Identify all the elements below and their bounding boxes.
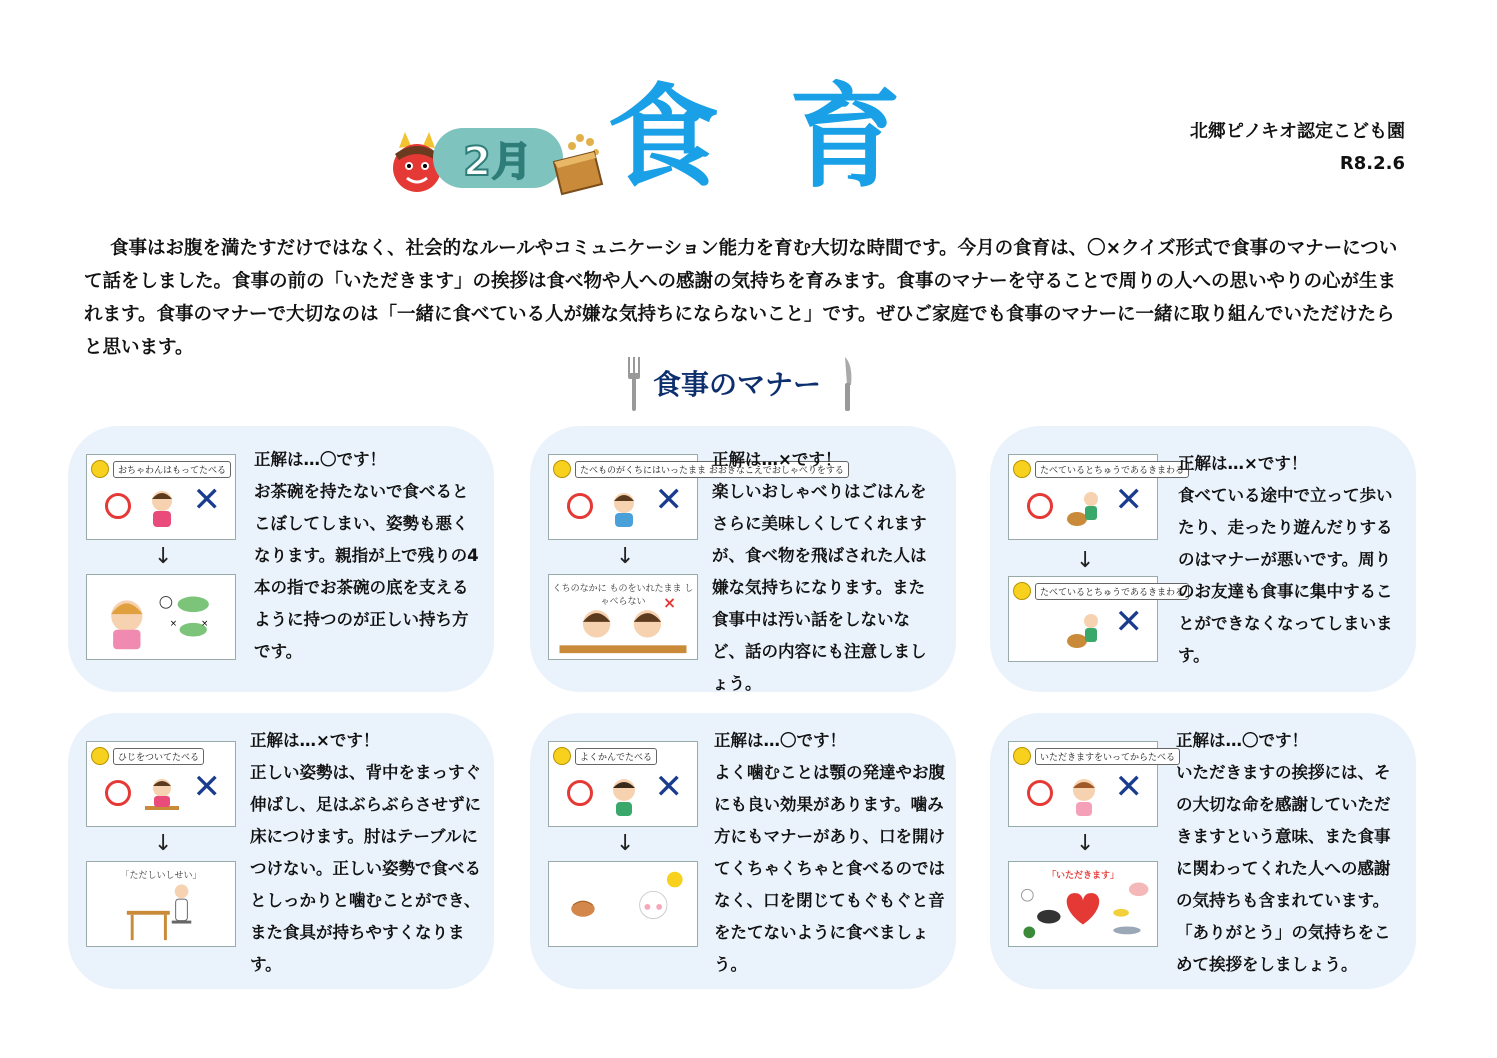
scene-caption: 「いただきます」 xyxy=(1046,871,1119,881)
header-decoration xyxy=(385,118,605,198)
child-eating-icon xyxy=(145,489,179,529)
holding-bowl-illustration xyxy=(87,575,235,659)
manner-card-6 xyxy=(990,713,1416,989)
page-title: 食育 xyxy=(607,73,971,203)
quiz-image xyxy=(548,741,698,827)
answer-text: 楽しいおしゃべりはごはんをさらに美味しくしてくれますが、食べ物を飛ばされた人は嫌な気持ちになります。また食事中は汚い話をしないなど、話の内容にも注意しましょう。 xyxy=(712,482,927,693)
example-image xyxy=(1008,576,1185,662)
maru-icon xyxy=(105,493,131,519)
quiz-caption: おちゃわんはもってたべる xyxy=(113,461,231,478)
chick-icon xyxy=(553,747,571,765)
manner-card-4 xyxy=(68,713,494,989)
example-image xyxy=(548,574,698,660)
arrow-down-icon: ↓ xyxy=(154,544,173,569)
quiz-caption: よくかんでたべる xyxy=(575,748,657,765)
answer-text: 正しい姿勢は、背中をまっすぐ伸ばし、足はぶらぶらさせずに床につけます。肘はテーブルにつけない。正しい姿勢で食べるとしっかりと噛むことができ、また食具が持ちやすくなります。 xyxy=(250,763,481,974)
child-walking-icon xyxy=(1067,611,1101,651)
chick-icon xyxy=(91,747,109,765)
issue-date: R8.2.6 xyxy=(1339,153,1405,174)
batsu-icon: ✕ xyxy=(192,480,221,520)
maru-icon xyxy=(567,780,593,806)
batsu-icon: ✕ xyxy=(1114,480,1143,520)
chick-icon xyxy=(1013,747,1031,765)
answer-heading: 正解は…×です！ xyxy=(712,450,842,469)
example-image xyxy=(548,861,698,947)
scene-caption: くちのなかに ものをいれたまま しゃべらない xyxy=(552,584,694,607)
arrow-down-icon: ↓ xyxy=(1076,548,1095,573)
batsu-icon: ✕ xyxy=(1114,602,1143,642)
answer-block xyxy=(1178,448,1404,672)
quiz-image xyxy=(1008,454,1185,540)
chick-icon xyxy=(1013,582,1031,600)
answer-text: よく噛むことは顎の発達やお腹にも良い効果があります。噛み方にもマナーがあり、口を開けてくちゃくちゃと食べるのではなく、口を閉じてもぐもぐと音をたてないように食べましょう。 xyxy=(714,763,945,974)
answer-text: お茶碗を持たないで食べるとこぼしてしまい、姿勢も悪くなります。親指が上で残りの4本の指でお茶碗の底を支えるように持つのが正しい持ち方です。 xyxy=(254,482,479,661)
example-image xyxy=(1008,861,1158,947)
svg-text:×: × xyxy=(201,618,209,629)
organization-name: 北郷ピノキオ認定こども園 xyxy=(1189,121,1405,142)
answer-heading: 正解は…〇です！ xyxy=(254,450,386,469)
answer-block xyxy=(712,444,940,700)
quiz-caption: ひじをついてたべる xyxy=(113,748,204,765)
quiz-image xyxy=(86,741,236,827)
knife-icon xyxy=(839,355,855,413)
arrow-down-icon: ↓ xyxy=(616,544,635,569)
answer-heading: 正解は…×です！ xyxy=(1178,454,1308,473)
month-badge: 2月 xyxy=(433,128,563,188)
arrow-down-icon: ↓ xyxy=(1076,831,1095,856)
batsu-icon: ✕ xyxy=(1114,767,1143,807)
section-title xyxy=(625,355,865,415)
quiz-caption-2: たべているとちゅうであるきまわる xyxy=(1035,583,1189,600)
answer-text: いただきますの挨拶には、その大切な命を感謝していただきますという意味、また食事に関わってくれた人への感謝の気持ちも含まれています。「ありがとう」の気持ちをこめて挨拶をしましょう。 xyxy=(1176,763,1391,974)
answer-text: 食べている途中で立って歩いたり、走ったり遊んだりするのはマナーが悪いです。周りのお友達も食事に集中することができなくなってしまいます。 xyxy=(1178,486,1393,665)
manner-card-2 xyxy=(530,426,956,692)
answer-block xyxy=(250,725,482,981)
batsu-icon: ✕ xyxy=(654,767,683,807)
svg-text:×: × xyxy=(169,618,178,629)
batsu-icon: ✕ xyxy=(654,480,683,520)
organization-info xyxy=(1190,116,1405,180)
answer-heading: 正解は…×です！ xyxy=(250,731,380,750)
child-greeting-icon xyxy=(1067,776,1101,816)
bean-box-icon xyxy=(550,128,605,198)
chewing-illustration xyxy=(549,862,697,946)
manner-card-3 xyxy=(990,426,1416,692)
child-talking-icon xyxy=(607,489,641,529)
answer-block xyxy=(254,444,482,668)
scene-caption: 「ただしいしせい」 xyxy=(120,871,202,881)
answer-block xyxy=(714,725,946,981)
chick-icon xyxy=(91,460,109,478)
answer-heading: 正解は…〇です！ xyxy=(1176,731,1308,750)
chick-icon xyxy=(553,460,571,478)
answer-block xyxy=(1176,725,1406,981)
example-image xyxy=(86,574,236,660)
fork-icon xyxy=(625,355,647,413)
quiz-caption: たべものがくちにはいったまま おおきなこえでおしゃべりをする xyxy=(575,461,849,478)
quiz-caption: たべているとちゅうであるきまわる xyxy=(1035,461,1189,478)
child-walking-icon xyxy=(1067,489,1101,529)
child-elbow-icon xyxy=(145,776,179,816)
quiz-image xyxy=(86,454,236,540)
section-title-text: 食事のマナー xyxy=(653,368,822,401)
svg-text:×: × xyxy=(663,594,677,613)
quiz-caption: いただきますをいってからたべる xyxy=(1035,748,1180,765)
arrow-down-icon: ↓ xyxy=(616,831,635,856)
example-image xyxy=(86,861,236,947)
child-chewing-icon xyxy=(607,776,641,816)
intro-paragraph: 食事はお腹を満たすだけではなく、社会的なルールやコミュニケーション能力を育む大切な時間です。今月の食育は、〇×クイズ形式で食事のマナーについて話をしました。食事の前の「いただきます」の挨拶は食べ物や人への感謝の気持ちを育みます。食事のマナーを守ることで周りの人への思いやりの心が生まれます。食事のマナーで大切なのは「一緒に食べている人が嫌な気持ちにならないこと」です。ぜひご家庭でも食事のマナーに一緒に取り組んでいただけたらと思います。 xyxy=(84,238,1398,358)
maru-icon xyxy=(1027,493,1053,519)
maru-icon xyxy=(1027,780,1053,806)
batsu-icon: ✕ xyxy=(192,767,221,807)
chick-icon xyxy=(1013,460,1031,478)
arrow-down-icon: ↓ xyxy=(154,831,173,856)
manner-card-5 xyxy=(530,713,956,989)
maru-icon xyxy=(567,493,593,519)
answer-heading: 正解は…〇です！ xyxy=(714,731,846,750)
manner-card-1 xyxy=(68,426,494,692)
quiz-image xyxy=(1008,741,1176,827)
maru-icon xyxy=(105,780,131,806)
